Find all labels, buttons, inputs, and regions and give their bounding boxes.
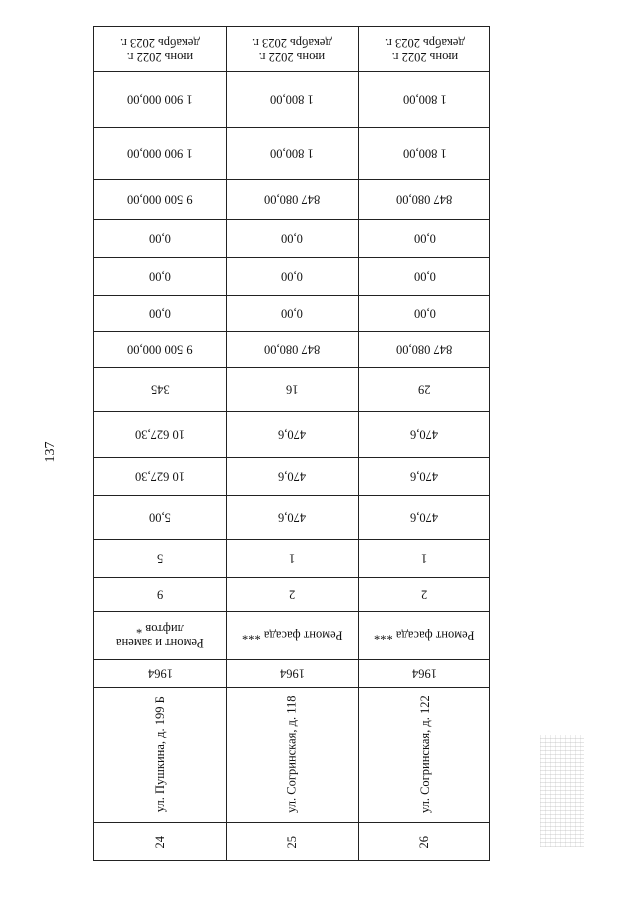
table-cell-c10 [94, 219, 226, 257]
table-cell-c8 [358, 295, 491, 331]
cell-text: 1 800,00 [270, 146, 314, 161]
table-cell-c12 [226, 127, 358, 179]
table-cell-c4 [358, 457, 491, 495]
table-cell-period [226, 27, 358, 71]
table-cell-c13 [226, 71, 358, 127]
table-cell-c3 [94, 495, 226, 539]
table-cell-c9 [226, 257, 358, 295]
table-cell-num [94, 822, 226, 862]
table-cell-work [94, 611, 226, 659]
cell-text: 1964 [147, 666, 173, 681]
table-cell-c13 [358, 71, 491, 127]
cell-text: ул. Согринская, д. 122 [417, 695, 432, 814]
table-cell-c2 [94, 539, 226, 577]
table-cell-c1 [94, 577, 226, 611]
cell-text: июнь 2022 г. декабрь 2023 г. [384, 35, 465, 64]
cell-text: 9 500 000,00 [127, 192, 193, 207]
table-cell-c6 [226, 367, 358, 411]
table-cell-period [94, 27, 226, 71]
table-cell-year [226, 659, 358, 687]
cell-text: 29 [418, 382, 431, 397]
cell-text: Ремонт фасада *** [374, 628, 475, 643]
table-cell-c11 [358, 179, 491, 219]
table-cell-c11 [226, 179, 358, 219]
table-cell-c2 [358, 539, 491, 577]
cell-text: 847 080,00 [263, 192, 321, 207]
cell-text: 0,00 [281, 306, 303, 321]
table-cell-year [94, 659, 226, 687]
cell-text: июнь 2022 г. декабрь 2023 г. [120, 35, 200, 64]
table-cell-c1 [358, 577, 491, 611]
cell-text: 26 [417, 835, 432, 849]
capital-repair-table [93, 26, 490, 861]
table-cell-c7 [226, 331, 358, 367]
table-cell-c10 [226, 219, 358, 257]
cell-text: 2 [421, 587, 428, 602]
cell-text: июнь 2022 г. декабрь 2023 г. [252, 35, 332, 64]
cell-text: 24 [152, 835, 167, 849]
table-cell-c11 [94, 179, 226, 219]
table-cell-c4 [94, 457, 226, 495]
table-cell-c9 [94, 257, 226, 295]
table-cell-c12 [358, 127, 491, 179]
cell-text: Ремонт фасада *** [241, 628, 343, 643]
cell-text: 1 800,00 [270, 92, 314, 107]
cell-text: 0,00 [281, 269, 303, 284]
table-cell-address [226, 687, 358, 822]
cell-text: 1 800,00 [402, 92, 447, 107]
table-cell-c4 [226, 457, 358, 495]
cell-text: 10 627,30 [135, 427, 185, 442]
cell-text: 10 627,30 [135, 469, 185, 484]
cell-text: 1 [421, 551, 428, 566]
scan-stamp-artifact [540, 735, 584, 847]
cell-text: 847 080,00 [396, 192, 453, 207]
cell-text: 0,00 [149, 231, 171, 246]
table-cell-c12 [94, 127, 226, 179]
cell-text: 1964 [412, 666, 437, 681]
cell-text: ул. Пушкина, д. 199 Б [152, 696, 167, 813]
cell-text: 0,00 [281, 231, 303, 246]
table-cell-address [358, 687, 491, 822]
cell-text: 1 900 000,00 [127, 146, 193, 161]
cell-text: 470,6 [410, 510, 439, 525]
cell-text: 345 [150, 382, 170, 397]
table-cell-c5 [358, 411, 491, 457]
cell-text: Ремонт и замена лифтов * [116, 621, 204, 650]
cell-text: 847 080,00 [263, 342, 321, 357]
table-cell-period [358, 27, 491, 71]
table-cell-num [358, 822, 491, 862]
cell-text: 0,00 [413, 269, 436, 284]
cell-text: 16 [285, 382, 299, 397]
table-cell-c10 [358, 219, 491, 257]
cell-text: 2 [288, 587, 296, 602]
cell-text: 470,6 [410, 427, 439, 442]
table-cell-c3 [358, 495, 491, 539]
table-cell-c7 [94, 331, 226, 367]
table-cell-address [94, 687, 226, 822]
cell-text: 0,00 [149, 306, 171, 321]
table-cell-year [358, 659, 491, 687]
cell-text: 470,6 [277, 469, 307, 484]
cell-text: 0,00 [149, 269, 171, 284]
table-cell-c9 [358, 257, 491, 295]
table-cell-c8 [94, 295, 226, 331]
cell-text: 1 [288, 551, 296, 566]
cell-text: 5 [156, 551, 164, 566]
table-cell-c5 [226, 411, 358, 457]
cell-text: 0,00 [413, 306, 436, 321]
cell-text: 9 [156, 587, 164, 602]
table-cell-num [226, 822, 358, 862]
cell-text: 470,6 [277, 427, 307, 442]
table-cell-c5 [94, 411, 226, 457]
cell-text: 5,00 [149, 510, 171, 525]
cell-text: ул. Согринская, д. 118 [284, 695, 299, 814]
table-cell-c2 [226, 539, 358, 577]
table-cell-c8 [226, 295, 358, 331]
table-cell-c7 [358, 331, 491, 367]
table-cell-c13 [94, 71, 226, 127]
table-cell-c1 [226, 577, 358, 611]
cell-text: 1 800,00 [402, 146, 447, 161]
cell-text: 470,6 [410, 469, 439, 484]
table-cell-work [226, 611, 358, 659]
table-cell-c3 [226, 495, 358, 539]
cell-text: 1 900 000,00 [127, 92, 193, 107]
cell-text: 9 500 000,00 [127, 342, 193, 357]
table-cell-work [358, 611, 491, 659]
cell-text: 0,00 [413, 231, 436, 246]
table-cell-c6 [94, 367, 226, 411]
cell-text: 1964 [279, 666, 305, 681]
cell-text: 25 [284, 835, 299, 849]
page-number: 137 [43, 441, 58, 463]
table-cell-c6 [358, 367, 491, 411]
cell-text: 847 080,00 [396, 342, 453, 357]
cell-text: 470,6 [277, 510, 307, 525]
